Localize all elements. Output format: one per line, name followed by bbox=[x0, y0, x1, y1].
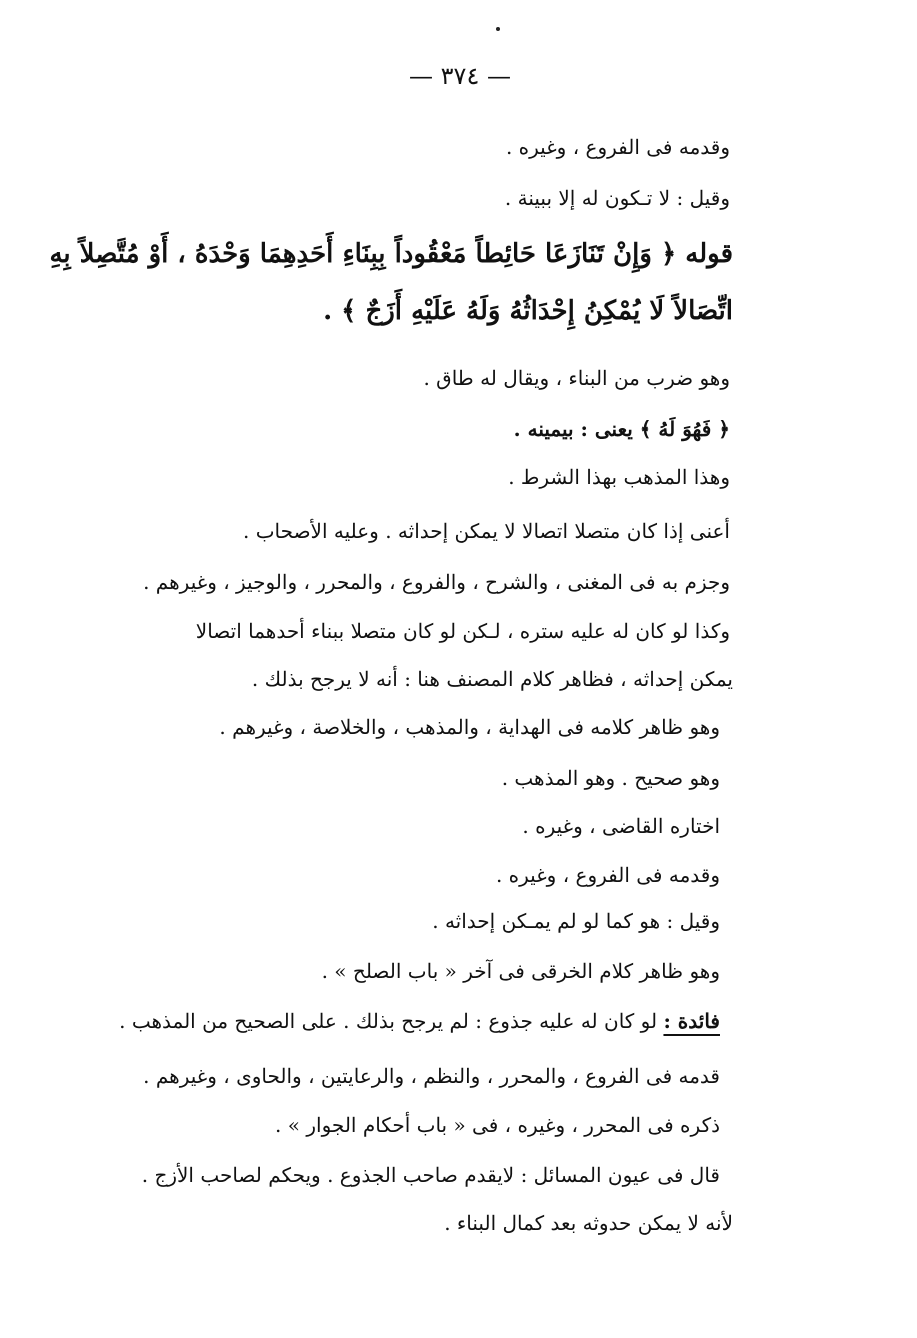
text-line-12: وهو ظاهر كلامه فى الهداية ، والمذهب ، والخلاصة ، وغيرهم . bbox=[219, 715, 720, 739]
note-label: فائدة : bbox=[663, 1009, 720, 1033]
note-text: لو كان له عليه جذوع : لم يرجح بذلك . على الصحيح من المذهب . bbox=[119, 1009, 658, 1033]
scan-speck bbox=[496, 27, 500, 31]
quoted-heading-line-1: قوله ﴿ وَإِنْ تَنَازَعَا حَائِطاً مَعْقُوداً بِبِنَاءِ أَحَدِهِمَا وَحْدَهُ ، أَوْ مُتَّصِلاً بِهِ bbox=[49, 239, 733, 269]
text-line-22: لأنه لا يمكن حدوثه بعد كمال البناء . bbox=[444, 1211, 733, 1235]
text-line-13: وهو صحيح . وهو المذهب . bbox=[501, 766, 720, 790]
text-line-6: ﴿ فَهُوَ لَهُ ﴾ يعنى : بيمينه . bbox=[513, 417, 730, 441]
text-line-20: ذكره فى المحرر ، وغيره ، فى « باب أحكام الجوار » . bbox=[275, 1113, 720, 1137]
text-line-15: وقدمه فى الفروع ، وغيره . bbox=[495, 863, 720, 887]
text-line-11: يمكن إحداثه ، فظاهر كلام المصنف هنا : أنه لا يرجح بذلك . bbox=[251, 667, 733, 691]
text-line-5: وهو ضرب من البناء ، ويقال له طاق . bbox=[423, 366, 730, 390]
text-line-21: قال فى عيون المسائل : لايقدم صاحب الجذوع . ويحكم لصاحب الأزج . bbox=[141, 1163, 720, 1187]
quoted-heading-line-2: اتِّصَالاً لَا يُمْكِنُ إِحْدَاثُهُ وَلَهُ عَلَيْهِ أَزَجٌ ﴾ . bbox=[323, 296, 733, 326]
text-line-14: اختاره القاضى ، وغيره . bbox=[522, 814, 720, 838]
text-line-16: وقيل : هو كما لو لم يمـكن إحداثه . bbox=[432, 909, 720, 933]
text-line-19: قدمه فى الفروع ، والمحرر ، والنظم ، والرعايتين ، والحاوى ، وغيرهم . bbox=[143, 1064, 720, 1088]
page-number: — ٣٧٤ — bbox=[409, 62, 511, 90]
text-line-17: وهو ظاهر كلام الخرقى فى آخر « باب الصلح » . bbox=[321, 959, 720, 983]
note-line bbox=[119, 1006, 720, 1036]
text-line-9: وجزم به فى المغنى ، والشرح ، والفروع ، والمحرر ، والوجيز ، وغيرهم . bbox=[143, 570, 730, 594]
text-line-1: وقدمه فى الفروع ، وغيره . bbox=[505, 135, 730, 159]
text-line-2: وقيل : لا تـكون له إلا ببينة . bbox=[504, 186, 730, 210]
text-line-7: وهذا المذهب بهذا الشرط . bbox=[508, 465, 730, 489]
text-line-10: وكذا لو كان له عليه ستره ، لـكن لو كان متصلا ببناء أحدهما اتصالا bbox=[195, 619, 730, 643]
text-line-8: أعنى إذا كان متصلا اتصالا لا يمكن إحداثه . وعليه الأصحاب . bbox=[243, 519, 730, 543]
